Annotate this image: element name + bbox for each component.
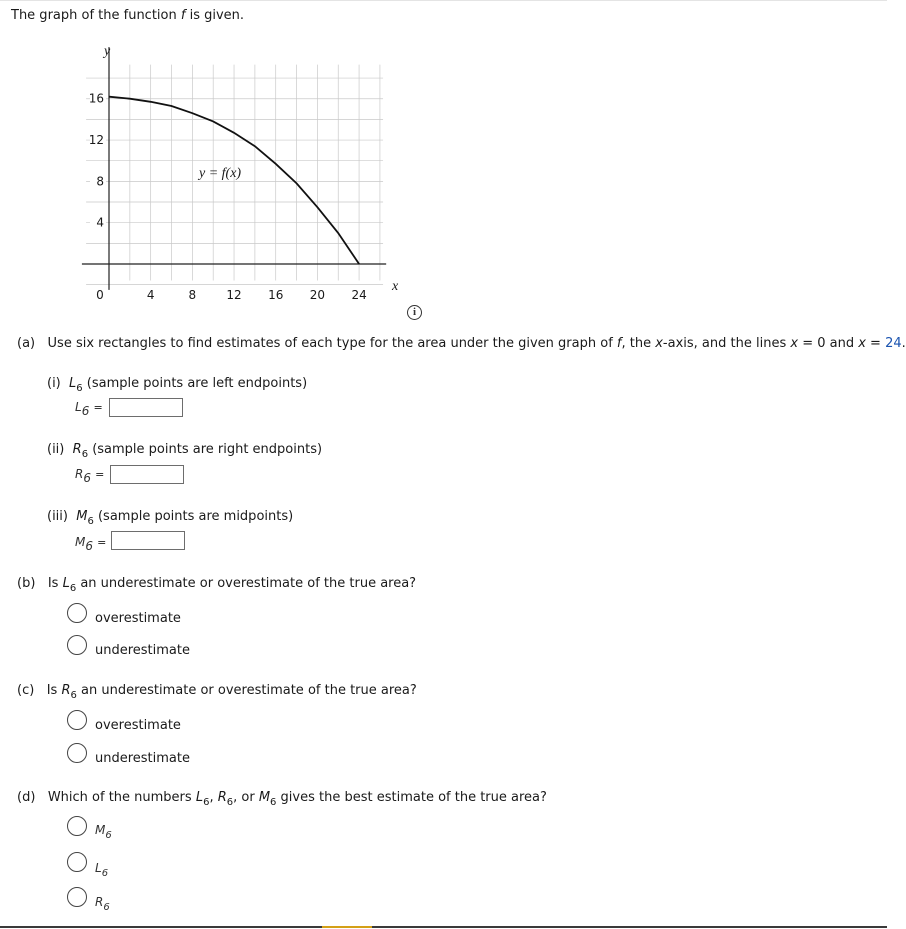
origin-label: 0 — [96, 288, 104, 302]
bottom-accent — [322, 926, 372, 928]
x-tick-label: 12 — [226, 288, 242, 302]
part-b-underestimate-radio[interactable] — [67, 635, 87, 655]
curve-label: y = f(x) — [199, 166, 242, 181]
x-tick-label: 20 — [309, 288, 326, 302]
y-tick-label: 16 — [88, 91, 104, 106]
x-tick-label: 8 — [188, 288, 197, 302]
part-a-ii-label: (ii) $R_6$ (sample points are right endpoints) — [47, 442, 323, 460]
function-graph — [0, 0, 887, 330]
part-c-overestimate-label[interactable]: overestimate — [95, 718, 181, 733]
part-b-question: (b) Is $L_6$ an underestimate or overestimate of the true area? — [17, 576, 417, 594]
part-d-l6-radio[interactable] — [67, 852, 87, 872]
tick-labels — [89, 92, 367, 302]
part-a-question: (a) Use six rectangles to find estimates of each type for the area under the given graph of f, the x-axis, and the lines x = 0 and x = 24. — [17, 336, 906, 351]
l6-answer-input[interactable] — [109, 398, 183, 417]
part-c-overestimate-radio[interactable] — [67, 710, 87, 730]
part-a-i-label: (i) $L_6$ (sample points are left endpoints) — [47, 376, 308, 394]
x-axis-label: x — [392, 279, 399, 294]
y-tick-label: 12 — [88, 133, 104, 148]
y-axis-label: y — [104, 44, 111, 59]
r6-equation-label: $R_6$ = — [75, 467, 105, 485]
part-d-m6-radio[interactable] — [67, 816, 87, 836]
x-tick-label: 24 — [351, 288, 367, 302]
part-d-r6-label[interactable]: $R_6$ — [95, 895, 110, 913]
part-a-iii-label: (iii) $M_6$ (sample points are midpoints) — [47, 509, 294, 527]
x-tick-label: 16 — [268, 288, 284, 302]
info-icon[interactable]: i — [407, 305, 422, 320]
part-b-overestimate-label[interactable]: overestimate — [95, 611, 181, 626]
y-tick-label: 4 — [96, 215, 104, 230]
part-c-question: (c) Is $R_6$ an underestimate or overestimate of the true area? — [17, 683, 417, 701]
m6-equation-label: $M_6$ = — [75, 535, 107, 553]
part-b-overestimate-radio[interactable] — [67, 603, 87, 623]
part-c-underestimate-radio[interactable] — [67, 743, 87, 763]
problem-intro: The graph of the function f is given. — [11, 8, 245, 23]
bottom-divider — [0, 926, 887, 928]
x-tick-label: 4 — [146, 288, 155, 302]
part-d-question: (d) Which of the numbers $L_6$, $R_6$, or $M_6$ gives the best estimate of the true area? — [17, 790, 547, 808]
y-tick-label: 8 — [96, 174, 104, 189]
r6-answer-input[interactable] — [110, 465, 184, 484]
part-d-r6-radio[interactable] — [67, 887, 87, 907]
l6-equation-label: $L_6$ = — [75, 400, 103, 418]
part-d-l6-label[interactable]: $L_6$ — [95, 861, 109, 879]
part-d-m6-label[interactable]: $M_6$ — [95, 823, 112, 841]
part-b-underestimate-label[interactable]: underestimate — [95, 643, 190, 658]
part-c-underestimate-label[interactable]: underestimate — [95, 751, 190, 766]
m6-answer-input[interactable] — [111, 531, 185, 550]
